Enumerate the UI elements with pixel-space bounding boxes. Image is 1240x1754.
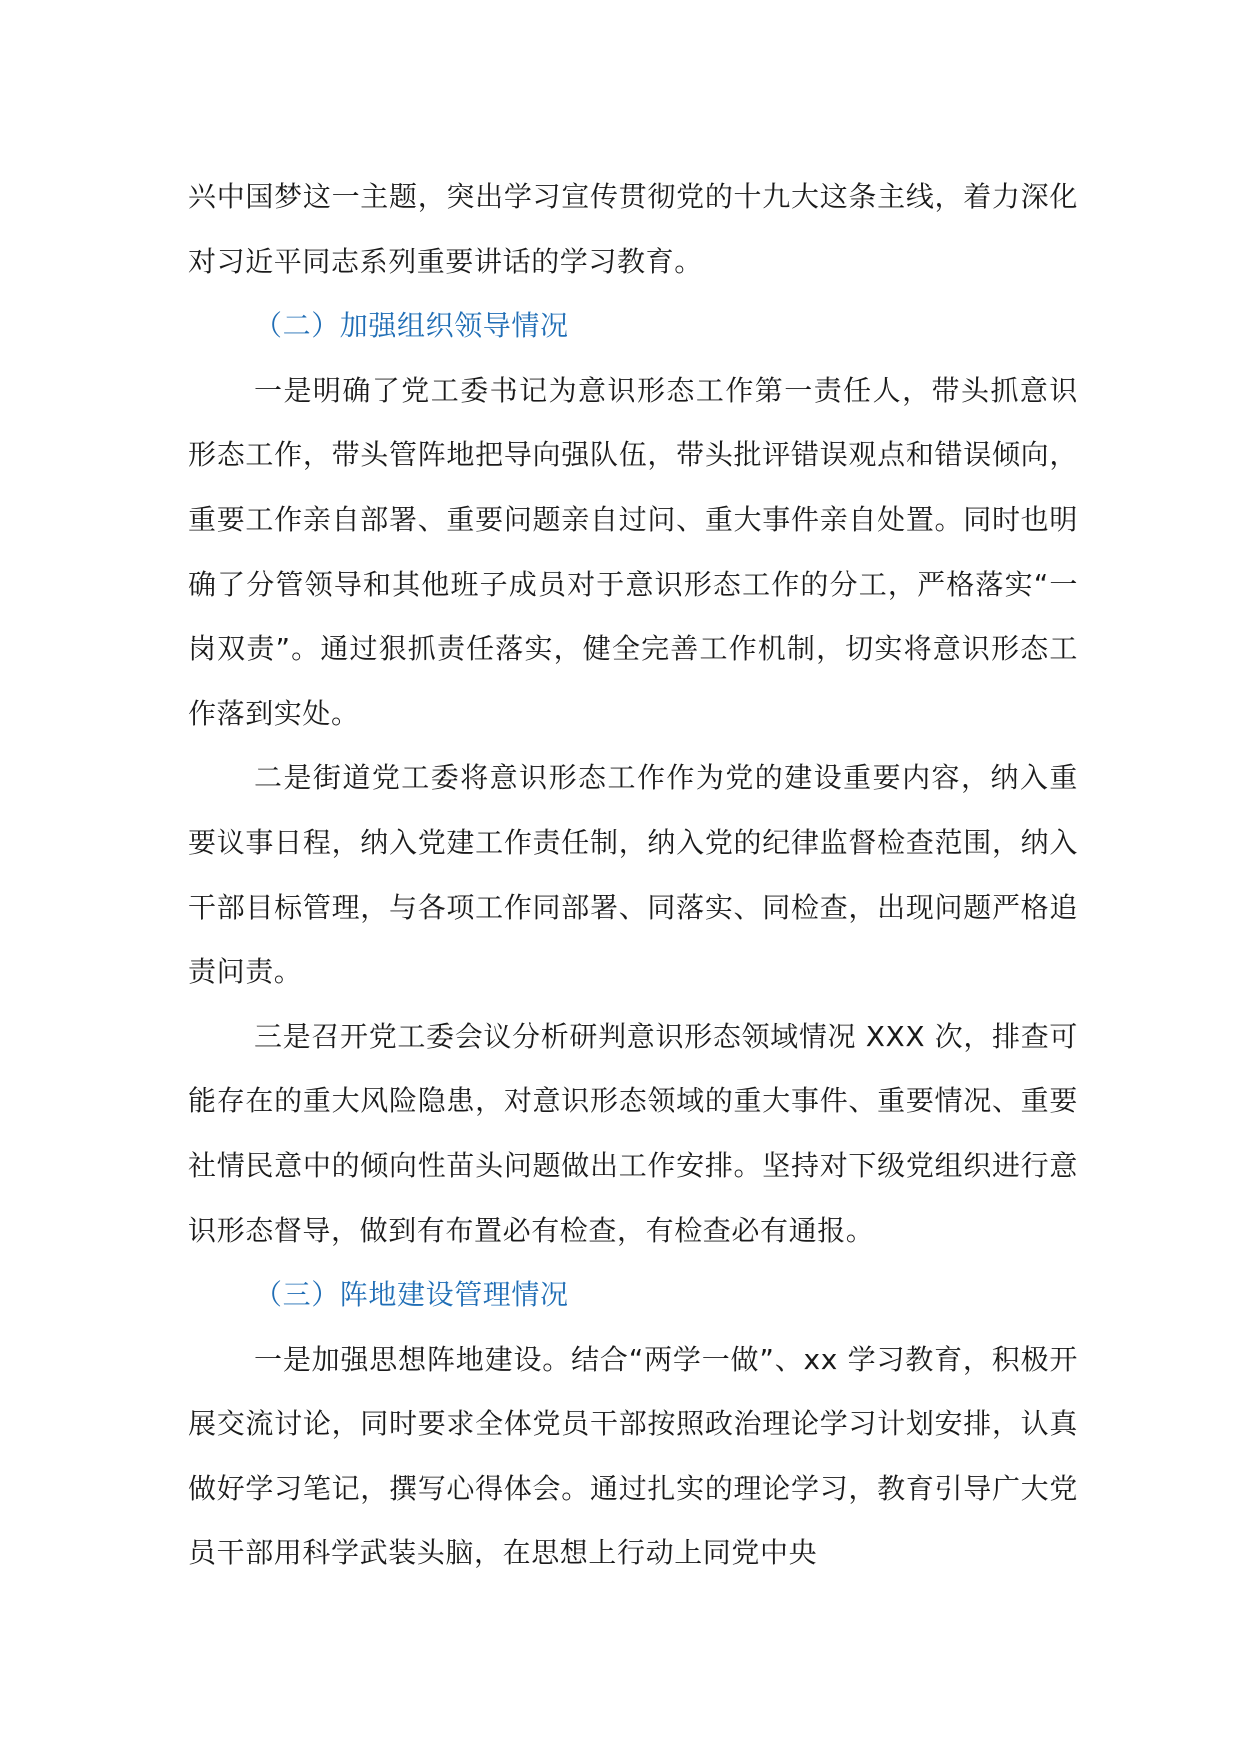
section-heading-3: （三）阵地建设管理情况 (254, 1278, 569, 1312)
section-heading-2: （二）加强组织领导情况 (254, 309, 569, 343)
paragraph-3: 三是召开党工委会议分析研判意识形态领域情况 XXX 次，排查可能存在的重大风险隐患，对意识形态领域的重大事件、重要情况、重要社情民意中的倾向性苗头问题做出工作安排。坚持对下级党组织进行意识形态督导，做到有布置必有检查，有检查必有通报。 (188, 1019, 1078, 1247)
document-page (188, 165, 1078, 1586)
paragraph-2: 二是街道党工委将意识形态工作作为党的建设重要内容，纳入重要议事日程，纳入党建工作责任制，纳入党的纪律监督检查范围，纳入干部目标管理，与各项工作同部署、同落实、同检查，出现问题严格追责问责。 (188, 761, 1078, 989)
paragraph-continuation: 兴中国梦这一主题，突出学习宣传贯彻党的十九大这条主线，着力深化对习近平同志系列重要讲话的学习教育。 (188, 180, 1078, 278)
paragraph-4: 一是加强思想阵地建设。结合“两学一做”、xx 学习教育，积极开展交流讨论，同时要求全体党员干部按照政治理论学习计划安排，认真做好学习笔记，撰写心得体会。通过扎实的理论学习，教育引导广大党员干部用科学武装头脑，在思想上行动上同党中央 (188, 1342, 1078, 1570)
paragraph-1: 一是明确了党工委书记为意识形态工作第一责任人，带头抓意识形态工作，带头管阵地把导向强队伍，带头批评错误观点和错误倾向，重要工作亲自部署、重要问题亲自过问、重大事件亲自处置。同时也明确了分管领导和其他班子成员对于意识形态工作的分工，严格落实“一岗双责”。通过狠抓责任落实，健全完善工作机制，切实将意识形态工作落到实处。 (188, 373, 1078, 730)
